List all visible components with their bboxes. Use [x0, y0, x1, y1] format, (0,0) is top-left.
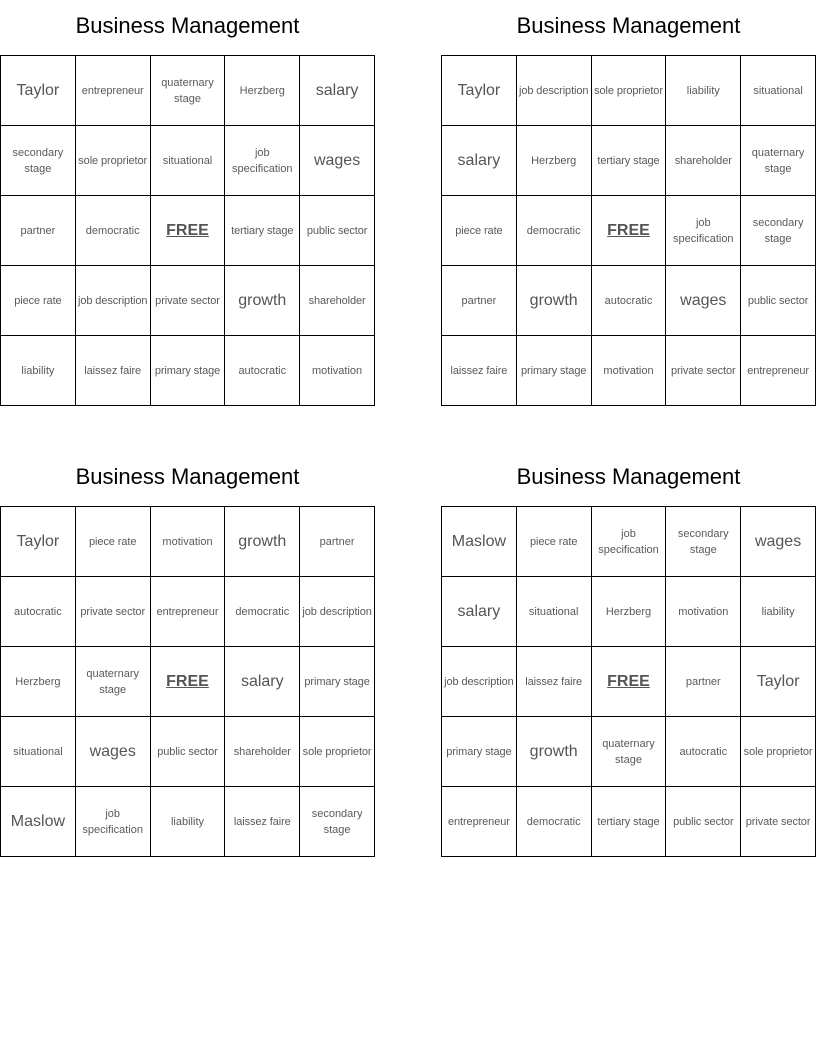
- bingo-cell: autocratic: [225, 336, 300, 406]
- bingo-grid: [441, 506, 816, 857]
- bingo-cell: Herzberg: [1, 647, 76, 717]
- bingo-cell: Herzberg: [592, 577, 667, 647]
- bingo-cell: sole proprietor: [592, 56, 667, 126]
- bingo-cell: laissez faire: [225, 787, 300, 857]
- bingo-cell: liability: [741, 577, 816, 647]
- bingo-cell: Herzberg: [225, 56, 300, 126]
- bingo-cell: democratic: [225, 577, 300, 647]
- bingo-cell: public sector: [741, 266, 816, 336]
- bingo-cell: secondary stage: [741, 196, 816, 266]
- bingo-cell: Maslow: [1, 787, 76, 857]
- bingo-card-4: [441, 451, 816, 857]
- card-title: Business Management: [75, 13, 300, 38]
- bingo-cell: democratic: [517, 787, 592, 857]
- bingo-cell: partner: [300, 507, 375, 577]
- bingo-cell: liability: [151, 787, 226, 857]
- bingo-cell: job specification: [592, 507, 667, 577]
- free-space: FREE: [151, 647, 226, 717]
- bingo-cell: job description: [76, 266, 151, 336]
- bingo-cell: secondary stage: [1, 126, 76, 196]
- bingo-cell: quaternary stage: [741, 126, 816, 196]
- bingo-cell: salary: [442, 126, 517, 196]
- bingo-cell: laissez faire: [517, 647, 592, 717]
- bingo-cell: secondary stage: [666, 507, 741, 577]
- bingo-cell: democratic: [76, 196, 151, 266]
- bingo-cell: shareholder: [225, 717, 300, 787]
- card-title: Business Management: [75, 464, 300, 489]
- bingo-cell: liability: [666, 56, 741, 126]
- bingo-cell: situational: [517, 577, 592, 647]
- card-title: Business Management: [516, 464, 741, 489]
- bingo-cell: liability: [1, 336, 76, 406]
- bingo-cell: primary stage: [517, 336, 592, 406]
- bingo-cell: democratic: [517, 196, 592, 266]
- bingo-cell: job specification: [225, 126, 300, 196]
- bingo-cell: entrepreneur: [442, 787, 517, 857]
- bingo-cell: growth: [517, 266, 592, 336]
- bingo-cell: autocratic: [666, 717, 741, 787]
- bingo-cell: salary: [225, 647, 300, 717]
- bingo-cell: sole proprietor: [300, 717, 375, 787]
- bingo-cell: motivation: [300, 336, 375, 406]
- bingo-cell: situational: [1, 717, 76, 787]
- bingo-cell: private sector: [741, 787, 816, 857]
- bingo-cell: partner: [442, 266, 517, 336]
- free-space: FREE: [592, 196, 667, 266]
- bingo-cell: public sector: [300, 196, 375, 266]
- bingo-cell: motivation: [592, 336, 667, 406]
- bingo-cell: tertiary stage: [225, 196, 300, 266]
- bingo-cell: quaternary stage: [151, 56, 226, 126]
- bingo-cell: autocratic: [592, 266, 667, 336]
- bingo-cell: shareholder: [300, 266, 375, 336]
- bingo-cell: public sector: [666, 787, 741, 857]
- bingo-cell: entrepreneur: [151, 577, 226, 647]
- bingo-cell: wages: [76, 717, 151, 787]
- bingo-cell: wages: [300, 126, 375, 196]
- bingo-cell: growth: [225, 507, 300, 577]
- bingo-cell: job description: [517, 56, 592, 126]
- bingo-grid: [441, 55, 816, 406]
- bingo-cell: sole proprietor: [76, 126, 151, 196]
- bingo-cell: Taylor: [1, 507, 76, 577]
- bingo-cell: piece rate: [517, 507, 592, 577]
- bingo-cell: motivation: [666, 577, 741, 647]
- bingo-cell: primary stage: [300, 647, 375, 717]
- bingo-cell: wages: [666, 266, 741, 336]
- bingo-cell: private sector: [151, 266, 226, 336]
- bingo-cell: piece rate: [76, 507, 151, 577]
- bingo-cell: motivation: [151, 507, 226, 577]
- bingo-cell: tertiary stage: [592, 126, 667, 196]
- bingo-grid: [0, 506, 375, 857]
- bingo-cell: public sector: [151, 717, 226, 787]
- bingo-cell: Maslow: [442, 507, 517, 577]
- bingo-cell: quaternary stage: [76, 647, 151, 717]
- card-title: Business Management: [516, 13, 741, 38]
- bingo-cell: tertiary stage: [592, 787, 667, 857]
- bingo-cell: Herzberg: [517, 126, 592, 196]
- bingo-cell: sole proprietor: [741, 717, 816, 787]
- bingo-cell: entrepreneur: [76, 56, 151, 126]
- bingo-cell: job specification: [666, 196, 741, 266]
- bingo-cell: situational: [741, 56, 816, 126]
- bingo-cell: laissez faire: [442, 336, 517, 406]
- bingo-cell: partner: [666, 647, 741, 717]
- bingo-cell: private sector: [76, 577, 151, 647]
- bingo-cell: Taylor: [442, 56, 517, 126]
- bingo-cell: laissez faire: [76, 336, 151, 406]
- bingo-cell: secondary stage: [300, 787, 375, 857]
- bingo-cell: shareholder: [666, 126, 741, 196]
- bingo-cell: job description: [442, 647, 517, 717]
- bingo-cell: Taylor: [741, 647, 816, 717]
- bingo-cell: partner: [1, 196, 76, 266]
- bingo-cell: wages: [741, 507, 816, 577]
- bingo-card-2: [441, 0, 816, 406]
- bingo-cell: primary stage: [442, 717, 517, 787]
- bingo-cell: situational: [151, 126, 226, 196]
- bingo-cell: growth: [225, 266, 300, 336]
- bingo-cell: private sector: [666, 336, 741, 406]
- free-space: FREE: [592, 647, 667, 717]
- bingo-cell: entrepreneur: [741, 336, 816, 406]
- bingo-cell: job description: [300, 577, 375, 647]
- bingo-card-3: [0, 451, 375, 857]
- bingo-cell: Taylor: [1, 56, 76, 126]
- bingo-card-1: [0, 0, 375, 406]
- bingo-cell: primary stage: [151, 336, 226, 406]
- bingo-cell: autocratic: [1, 577, 76, 647]
- free-space: FREE: [151, 196, 226, 266]
- bingo-cell: salary: [442, 577, 517, 647]
- bingo-cell: piece rate: [442, 196, 517, 266]
- bingo-cell: quaternary stage: [592, 717, 667, 787]
- bingo-grid: [0, 55, 375, 406]
- bingo-cell: salary: [300, 56, 375, 126]
- bingo-cell: piece rate: [1, 266, 76, 336]
- bingo-cell: growth: [517, 717, 592, 787]
- bingo-cell: job specification: [76, 787, 151, 857]
